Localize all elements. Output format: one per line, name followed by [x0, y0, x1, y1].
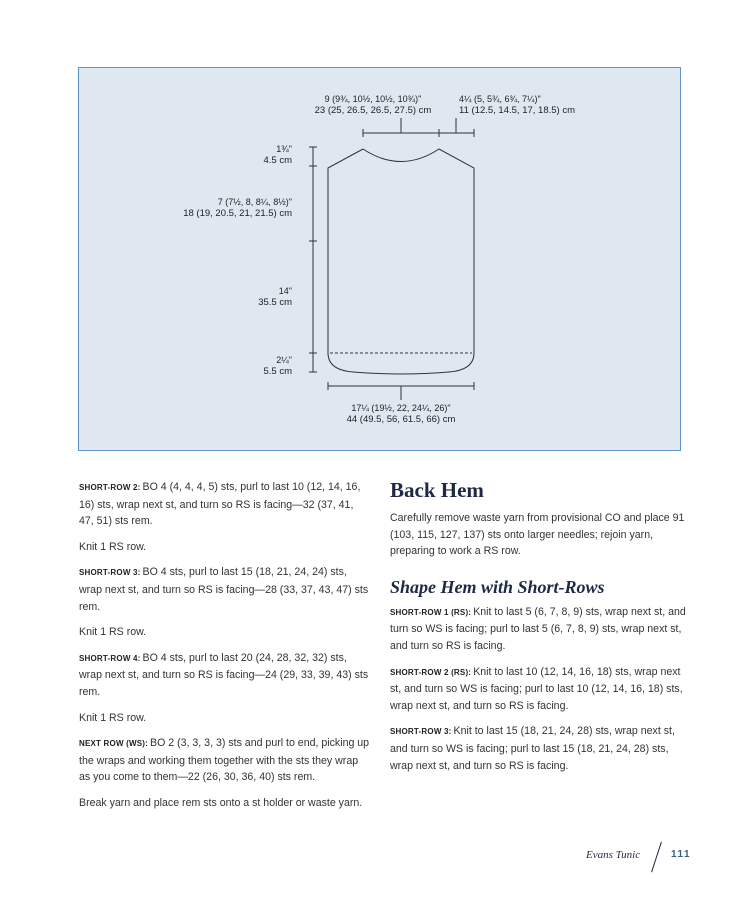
- armhole-depth-in: 7 (7½, 8, 8¼, 8½)": [217, 197, 292, 207]
- page-number: 111: [671, 849, 692, 860]
- instruction-paragraph: Knit 1 RS row.: [79, 626, 147, 639]
- row-label: SHORT-ROW 3:: [79, 568, 141, 578]
- instruction-paragraph: SHORT-ROW 3: BO 4 sts, purl to last 15 (18, 21, 24, 24) sts, wrap next st, and turn so RS is facing—28 (33, 37, 43, 47) sts rem.: [79, 566, 369, 613]
- right-column-instructions: [390, 478, 690, 783]
- footer-divider: [651, 842, 662, 873]
- hem-depth-label: [263, 354, 292, 378]
- instruction-paragraph: SHORT-ROW 4: BO 4 sts, purl to last 20 (24, 28, 32, 32) sts, wrap next st, and turn so RS is facing—24 (29, 33, 39, 43) sts rem.: [79, 651, 369, 698]
- back-schematic-drawing: [79, 68, 682, 452]
- row-label: SHORT-ROW 2:: [79, 483, 141, 492]
- hem-depth-in: 2¼": [276, 355, 292, 365]
- row-label: SHORT-ROW 3:: [390, 727, 452, 737]
- instruction-paragraph: NEXT ROW (WS): BO 2 (3, 3, 3, 3) sts and purl to end, picking up the wraps and working them together with the sts they wrap as you come to them—22 (26, 30, 36, 40) sts rem.: [79, 737, 370, 784]
- shoulder-width-cm: 11 (12.5, 14.5, 17, 18.5) cm: [459, 105, 576, 116]
- garment-outline: [328, 149, 474, 374]
- neck-width-cm: 23 (25, 26.5, 26.5, 27.5) cm: [314, 105, 432, 116]
- shoulder-width-label: [459, 93, 575, 117]
- left-column-instructions: [79, 479, 371, 821]
- hem-depth-cm: 5.5 cm: [263, 366, 292, 377]
- armhole-depth-label: [183, 196, 292, 220]
- intro-paragraph: Carefully remove waste yarn from provisional CO and place 91 (103, 115, 127, 137) sts onto larger needles; rejoin yarn, preparing to work a RS row.: [390, 512, 685, 558]
- instruction-paragraph: SHORT-ROW 2 (RS): Knit to last 10 (12, 14, 16, 18) sts, wrap next st, and turn so WS is facing; purl to last 10 (12, 14, 16, 18) sts, wrap next st, and turn so RS is facing.: [390, 665, 683, 712]
- bottom-width-label: [301, 402, 501, 426]
- row-label: SHORT-ROW 1 (RS):: [390, 607, 472, 617]
- back-schematic-diagram: [78, 67, 681, 451]
- instruction-paragraph: Knit 1 RS row.: [79, 711, 147, 724]
- instruction-paragraph: SHORT-ROW 2: BO 4 (4, 4, 4, 5) sts, purl to last 10 (12, 14, 16, 16) sts, wrap next st, and turn so RS is facing—32 (37, 41, 47, 51) sts rem.: [79, 481, 361, 528]
- instruction-paragraph: Break yarn and place rem sts onto a st holder or waste yarn.: [79, 796, 363, 809]
- neck-depth-label: [263, 143, 292, 167]
- instruction-paragraph: SHORT-ROW 3: Knit to last 15 (18, 21, 24, 28) sts, wrap next st, and turn so WS is facing; purl to last 15 (18, 21, 24, 28) sts, wrap next st, and turn so RS is facing.: [390, 725, 675, 772]
- row-label: SHORT-ROW 2 (RS):: [390, 667, 472, 677]
- subsection-title: Shape Hem with Short-Rows: [390, 576, 605, 597]
- row-label: SHORT-ROW 4:: [79, 653, 141, 663]
- neck-width-label: [283, 93, 463, 117]
- armhole-depth-cm: 18 (19, 20.5, 21, 21.5) cm: [183, 208, 292, 219]
- instruction-paragraph: Knit 1 RS row.: [79, 540, 147, 553]
- neck-depth-in: 1¾": [276, 144, 292, 154]
- bottom-width-in: 17¼ (19½, 22, 24¼, 26)": [351, 403, 451, 413]
- bottom-width-cm: 44 (49.5, 56, 61.5, 66) cm: [346, 414, 456, 425]
- shoulder-width-in: 4¼ (5, 5¾, 6¾, 7¼)": [459, 94, 541, 104]
- row-label: NEXT ROW (WS):: [79, 739, 149, 749]
- body-length-in: 14": [278, 286, 292, 296]
- body-length-label: [258, 285, 292, 309]
- neck-depth-cm: 4.5 cm: [263, 155, 292, 166]
- section-title: Back Hem: [390, 478, 484, 502]
- body-length-cm: 35.5 cm: [258, 297, 292, 308]
- footer-title: Evans Tunic: [586, 849, 641, 861]
- instruction-paragraph: SHORT-ROW 1 (RS): Knit to last 5 (6, 7, 8, 9) sts, wrap next st, and turn so WS is facing; purl to last 5 (6, 7, 8, 9) sts, wrap next st, and turn so RS is facing.: [390, 605, 686, 652]
- neck-width-in: 9 (9¾, 10½, 10½, 10¾)": [324, 94, 422, 104]
